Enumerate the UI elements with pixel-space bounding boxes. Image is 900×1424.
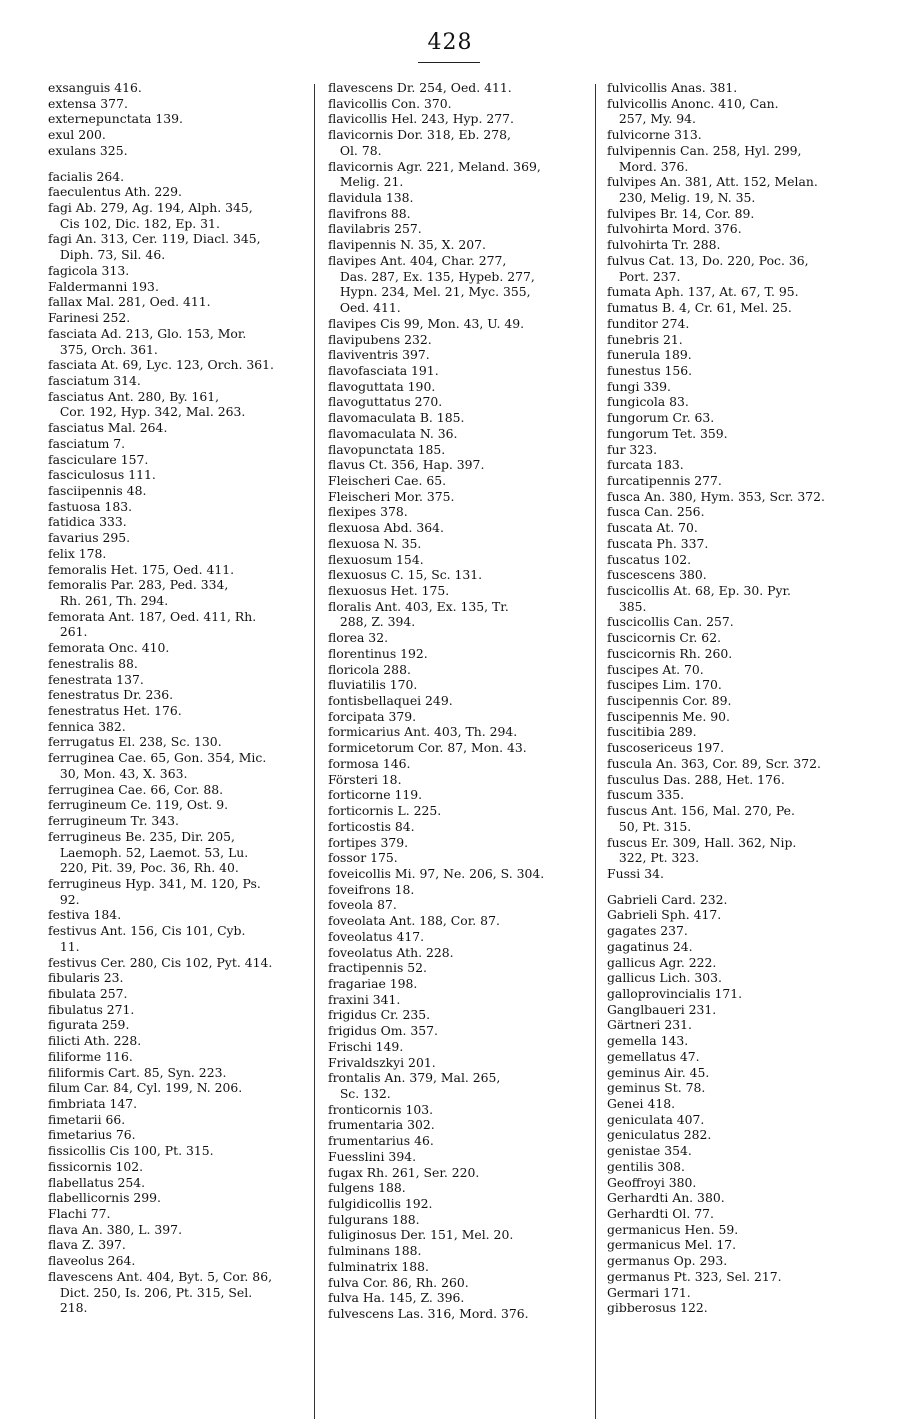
index-entry: funestus 156. — [607, 362, 693, 378]
index-entry: 288, Z. 394. — [328, 614, 416, 630]
index-entry: fusculus Das. 288, Het. 176. — [607, 771, 785, 787]
index-entry: Gerhardti Ol. 77. — [607, 1206, 714, 1222]
index-entry: fuliginosus Der. 151, Mel. 20. — [328, 1227, 514, 1243]
index-entry: flavofasciata 191. — [328, 362, 439, 378]
index-entry: flavicornis Dor. 318, Eb. 278, — [328, 127, 511, 143]
index-entry: funebris 21. — [607, 331, 683, 347]
index-entry: flaviventris 397. — [328, 347, 430, 363]
index-entry: fulvescens Las. 316, Mord. 376. — [328, 1306, 529, 1322]
index-entry: fuscitibia 289. — [607, 724, 697, 740]
index-entry: 220, Pit. 39, Poc. 36, Rh. 40. — [48, 860, 239, 876]
index-entry: facialis 264. — [48, 168, 125, 184]
index-entry: flavoguttata 190. — [328, 378, 436, 394]
index-entry: flexipes 378. — [328, 504, 408, 520]
index-entry: Gerhardti An. 380. — [607, 1190, 725, 1206]
index-entry: Faldermanni 193. — [48, 278, 159, 294]
index-entry: Hypn. 234, Mel. 21, Myc. 355, — [328, 284, 531, 300]
index-entry: fungorum Tet. 359. — [607, 425, 728, 441]
index-entry: florentinus 192. — [328, 645, 428, 661]
index-entry: Fussi 34. — [607, 865, 664, 881]
index-entry: flava Z. 397. — [48, 1237, 126, 1253]
index-entry: flavipubens 232. — [328, 331, 432, 347]
index-entry: fuscula An. 363, Cor. 89, Scr. 372. — [607, 755, 821, 771]
index-entry: flavipes Ant. 404, Char. 277, — [328, 252, 507, 268]
index-entry: fulgens 188. — [328, 1180, 406, 1196]
index-entry: Frischi 149. — [328, 1038, 404, 1054]
index-entry: 50, Pt. 315. — [607, 818, 692, 834]
index-entry: formosa 146. — [328, 755, 411, 771]
index-entry: fulvipennis Can. 258, Hyl. 299, — [607, 142, 802, 158]
index-entry: filicti Ath. 228. — [48, 1033, 142, 1049]
index-entry: fumatus B. 4, Cr. 61, Mel. 25. — [607, 300, 792, 316]
index-entry: fatidica 333. — [48, 514, 127, 530]
index-entry: flavipes Cis 99, Mon. 43, U. 49. — [328, 315, 525, 331]
index-entry: fenestralis 88. — [48, 655, 138, 671]
index-entry: flavomaculata N. 36. — [328, 425, 458, 441]
index-entry: fungicola 83. — [607, 394, 689, 410]
index-entry: fractipennis 52. — [328, 960, 427, 976]
index-entry: fuscus Ant. 156, Mal. 270, Pe. — [607, 803, 795, 819]
index-entry: fuscum 335. — [607, 787, 685, 803]
index-entry: 92. — [48, 891, 80, 907]
column-divider-2 — [595, 84, 596, 1419]
index-entry: Gabrieli Sph. 417. — [607, 907, 722, 923]
index-entry: fulva Ha. 145, Z. 396. — [328, 1290, 465, 1306]
index-entry: Försteri 18. — [328, 771, 402, 787]
index-entry: germanus Op. 293. — [607, 1253, 728, 1269]
index-entry: fulvus Cat. 13, Do. 220, Poc. 36, — [607, 252, 809, 268]
index-entry: foveifrons 18. — [328, 881, 415, 897]
index-entry: furcatipennis 277. — [607, 472, 722, 488]
index-entry: geniculata 407. — [607, 1111, 705, 1127]
index-entry: germanicus Mel. 17. — [607, 1237, 737, 1253]
index-entry: fuscus Er. 309, Hall. 362, Nip. — [607, 834, 797, 850]
index-entry: fluviatilis 170. — [328, 677, 418, 693]
index-entry: flexuosa N. 35. — [328, 535, 422, 551]
index-entry: fulminatrix 188. — [328, 1258, 429, 1274]
index-entry: fuscata At. 70. — [607, 520, 698, 536]
index-entry: Gabrieli Card. 232. — [607, 891, 728, 907]
index-entry: fungi 339. — [607, 378, 671, 394]
index-entry: fastuosa 183. — [48, 498, 133, 514]
index-entry: funerula 189. — [607, 347, 692, 363]
index-entry: fulvicollis Anonc. 410, Can. — [607, 95, 779, 111]
index-entry: flexuosa Abd. 364. — [328, 520, 444, 536]
index-entry: ferrugineus Hyp. 341, M. 120, Ps. — [48, 875, 261, 891]
index-entry: fenestrata 137. — [48, 671, 144, 687]
index-entry: gemellatus 47. — [607, 1048, 700, 1064]
index-entry: ferrugineus Be. 235, Dir. 205, — [48, 828, 235, 844]
index-entry: flavescens Ant. 404, Byt. 5, Cor. 86, — [48, 1268, 273, 1284]
index-entry: femoralis Par. 283, Ped. 334, — [48, 577, 229, 593]
index-entry: fusca An. 380, Hym. 353, Scr. 372. — [607, 488, 825, 504]
index-entry: fortipes 379. — [328, 834, 409, 850]
index-entry: 375, Orch. 361. — [48, 341, 158, 357]
index-entry: Port. 237. — [607, 268, 681, 284]
index-entry: 11. — [48, 938, 80, 954]
index-entry: fallax Mal. 281, Oed. 411. — [48, 294, 211, 310]
index-entry: fibulatus 271. — [48, 1001, 135, 1017]
index-entry: fuscipes Lim. 170. — [607, 677, 722, 693]
index-entry: Gärtneri 231. — [607, 1017, 692, 1033]
section-gap — [48, 159, 300, 169]
index-entry: frumentarius 46. — [328, 1133, 434, 1149]
index-entry: favarius 295. — [48, 530, 131, 546]
index-entry: flexuosus Het. 175. — [328, 583, 450, 598]
index-entry: fagi An. 313, Cer. 119, Diacl. 345, — [48, 231, 261, 247]
index-entry: flavomaculata B. 185. — [328, 410, 465, 426]
index-entry: fulvohirta Tr. 288. — [607, 237, 721, 253]
index-column-3 — [607, 80, 869, 1420]
index-entry: galloprovincialis 171. — [607, 985, 743, 1001]
index-entry: femorata Ant. 187, Oed. 411, Rh. — [48, 608, 257, 624]
index-entry: fragariae 198. — [328, 975, 418, 991]
index-entry: ferrugatus El. 238, Sc. 130. — [48, 734, 222, 750]
index-entry: fugax Rh. 261, Ser. 220. — [328, 1164, 480, 1180]
index-entry: felix 178. — [48, 545, 107, 561]
index-entry: fasciatus Mal. 264. — [48, 420, 168, 436]
index-entry: furcata 183. — [607, 457, 684, 473]
index-entry: fulvipes An. 381, Att. 152, Melan. — [607, 174, 818, 190]
index-entry: Melig. 21. — [328, 174, 404, 190]
index-entry: gagates 237. — [607, 923, 688, 939]
index-entry: fuscipennis Cor. 89. — [607, 693, 732, 709]
index-entry: ferrugineum Ce. 119, Ost. 9. — [48, 797, 229, 813]
index-entry: exsanguis 416. — [48, 80, 142, 95]
index-entry: ferruginea Cae. 66, Cor. 88. — [48, 781, 224, 797]
index-entry: flavoguttatus 270. — [328, 394, 443, 410]
index-entry: Sc. 132. — [328, 1086, 391, 1101]
index-entry: festiva 184. — [48, 907, 122, 923]
index-entry: frigidus Cr. 235. — [328, 1007, 431, 1023]
index-entry: Dict. 250, Is. 206, Pt. 315, Sel. — [48, 1284, 253, 1300]
index-entry: flavipennis N. 35, X. 207. — [328, 237, 486, 253]
index-entry: flavus Ct. 356, Hap. 397. — [328, 457, 485, 473]
index-entry: germanus Pt. 323, Sel. 217. — [607, 1268, 782, 1284]
index-entry: genistae 354. — [607, 1143, 692, 1159]
index-entry: flavicollis Hel. 243, Hyp. 277. — [328, 111, 514, 127]
index-entry: fuscipennis Me. 90. — [607, 708, 730, 724]
index-entry: fissicornis 102. — [48, 1158, 144, 1174]
index-entry: exulans 325. — [48, 142, 128, 158]
index-entry: floricola 288. — [328, 661, 411, 677]
index-entry: fulva Cor. 86, Rh. 260. — [328, 1274, 469, 1290]
index-entry: fuscicollis At. 68, Ep. 30. Pyr. — [607, 583, 791, 598]
column-divider-1 — [314, 84, 315, 1419]
index-entry: festivus Cer. 280, Cis 102, Pyt. 414. — [48, 954, 273, 970]
index-entry: forticorne 119. — [328, 787, 423, 803]
index-entry: Laemoph. 52, Laemot. 53, Lu. — [48, 844, 249, 860]
index-entry: flabellicornis 299. — [48, 1190, 161, 1206]
index-entry: externepunctata 139. — [48, 111, 183, 127]
index-entry: Frivaldszkyi 201. — [328, 1054, 436, 1070]
index-entry: fasciata At. 69, Lyc. 123, Orch. 361. — [48, 357, 274, 373]
index-entry: formicarius Ant. 403, Th. 294. — [328, 724, 518, 740]
index-entry: fibulata 257. — [48, 985, 128, 1001]
index-entry: exul 200. — [48, 127, 106, 143]
index-entry: flavicollis Con. 370. — [328, 95, 452, 111]
index-entry: gallicus Agr. 222. — [607, 954, 717, 970]
section-gap — [607, 882, 869, 892]
index-entry: 322, Pt. 323. — [607, 850, 700, 866]
index-entry: funditor 274. — [607, 315, 690, 331]
index-entry: fasciculosus 111. — [48, 467, 156, 483]
index-entry: fasciatus Ant. 280, By. 161, — [48, 388, 220, 404]
index-entry: fasciculare 157. — [48, 451, 149, 467]
index-entry: Oed. 411. — [328, 300, 401, 316]
index-entry: fuscatus 102. — [607, 551, 692, 567]
index-entry: fumata Aph. 137, At. 67, T. 95. — [607, 284, 799, 300]
index-entry: fuscicornis Rh. 260. — [607, 645, 733, 661]
index-entry: gemella 143. — [607, 1033, 689, 1049]
index-entry: Ol. 78. — [328, 142, 382, 158]
index-entry: fulgidicollis 192. — [328, 1196, 433, 1212]
index-entry: fuscipes At. 70. — [607, 661, 704, 677]
index-entry: Geoffroyi 380. — [607, 1174, 697, 1190]
index-entry: forticostis 84. — [328, 818, 415, 834]
index-entry: fenestratus Dr. 236. — [48, 687, 174, 703]
index-entry: formicetorum Cor. 87, Mon. 43. — [328, 740, 527, 756]
index-entry: flexuosum 154. — [328, 551, 424, 567]
index-entry: frumentaria 302. — [328, 1117, 435, 1133]
index-entry: filiformis Cart. 85, Syn. 223. — [48, 1064, 227, 1080]
index-entry: 230, Melig. 19, N. 35. — [607, 190, 756, 206]
index-entry: ferrugineum Tr. 343. — [48, 813, 179, 829]
index-entry: femorata Onc. 410. — [48, 640, 170, 656]
index-entry: fibularis 23. — [48, 970, 124, 986]
index-entry: geminus Air. 45. — [607, 1064, 710, 1080]
index-entry: fulgurans 188. — [328, 1211, 420, 1227]
index-entry: 261. — [48, 624, 88, 640]
index-entry: 257, My. 94. — [607, 111, 696, 127]
index-entry: foveolata Ant. 188, Cor. 87. — [328, 913, 500, 929]
index-entry: fuscicollis Can. 257. — [607, 614, 734, 630]
index-entry: fasciipennis 48. — [48, 482, 147, 498]
index-entry: Diph. 73, Sil. 46. — [48, 247, 166, 263]
index-entry: fagi Ab. 279, Ag. 194, Alph. 345, — [48, 200, 253, 216]
index-entry: fasciatum 7. — [48, 435, 126, 451]
index-entry: 30, Mon. 43, X. 363. — [48, 765, 188, 781]
index-entry: 385. — [607, 598, 647, 614]
index-entry: fuscata Ph. 337. — [607, 535, 709, 551]
index-entry: fur 323. — [607, 441, 658, 457]
index-entry: fennica 382. — [48, 718, 126, 734]
index-entry: flabellatus 254. — [48, 1174, 146, 1190]
index-entry: gibberosus 122. — [607, 1300, 708, 1316]
index-entry: fossor 175. — [328, 850, 398, 866]
index-entry: gentilis 308. — [607, 1158, 685, 1174]
index-entry: fulvohirta Mord. 376. — [607, 221, 742, 237]
index-entry: Farinesi 252. — [48, 310, 131, 326]
index-entry: forticornis L. 225. — [328, 803, 442, 819]
index-entry: flexuosus C. 15, Sc. 131. — [328, 567, 483, 583]
index-entry: Fleischeri Mor. 375. — [328, 488, 455, 504]
index-entry: Das. 287, Ex. 135, Hypeb. 277, — [328, 268, 535, 284]
index-entry: figurata 259. — [48, 1017, 130, 1033]
index-entry: Cis 102, Dic. 182, Ep. 31. — [48, 215, 220, 231]
index-entry: fuscosericeus 197. — [607, 740, 725, 756]
index-entry: foveicollis Mi. 97, Ne. 206, S. 304. — [328, 865, 545, 881]
index-entry: fraxini 341. — [328, 991, 401, 1007]
index-entry: geniculatus 282. — [607, 1127, 712, 1143]
header-rule — [418, 62, 480, 63]
index-entry: foveolatus Ath. 228. — [328, 944, 454, 960]
index-entry: foveola 87. — [328, 897, 397, 913]
index-entry: gagatinus 24. — [607, 938, 693, 954]
index-entry: florea 32. — [328, 630, 389, 646]
index-entry: fungorum Cr. 63. — [607, 410, 715, 426]
index-entry: extensa 377. — [48, 95, 128, 111]
index-entry: fimbriata 147. — [48, 1096, 138, 1111]
index-entry: 218. — [48, 1300, 88, 1316]
index-entry: flaveolus 264. — [48, 1253, 136, 1269]
index-entry: festivus Ant. 156, Cis 101, Cyb. — [48, 923, 246, 939]
index-entry: foveolatus 417. — [328, 928, 425, 944]
index-entry: faeculentus Ath. 229. — [48, 184, 182, 200]
index-entry: forcipata 379. — [328, 708, 417, 724]
index-entry: femoralis Het. 175, Oed. 411. — [48, 561, 235, 577]
index-entry: fuscescens 380. — [607, 567, 707, 583]
index-entry: fasciatum 314. — [48, 372, 141, 388]
index-entry: Ganglbaueri 231. — [607, 1001, 717, 1017]
index-entry: fissicollis Cis 100, Pt. 315. — [48, 1143, 214, 1159]
index-entry: Mord. 376. — [607, 158, 689, 174]
index-entry: flava An. 380, L. 397. — [48, 1221, 183, 1237]
index-entry: fenestratus Het. 176. — [48, 703, 182, 719]
index-entry: flavifrons 88. — [328, 205, 411, 221]
index-entry: Germari 171. — [607, 1284, 691, 1300]
index-column-1 — [48, 80, 300, 1420]
index-entry: frigidus Om. 357. — [328, 1023, 438, 1039]
index-entry: fagicola 313. — [48, 262, 130, 278]
index-entry: Fuesslini 394. — [328, 1148, 417, 1164]
index-entry: Fleischeri Cae. 65. — [328, 472, 447, 488]
index-entry: fontisbellaquei 249. — [328, 693, 453, 709]
page-number: 428 — [427, 30, 473, 55]
index-entry: Rh. 261, Th. 294. — [48, 593, 169, 608]
index-entry: germanicus Hen. 59. — [607, 1221, 739, 1237]
index-entry: gallicus Lich. 303. — [607, 970, 723, 986]
index-entry: fimetarii 66. — [48, 1111, 126, 1127]
index-entry: Genei 418. — [607, 1096, 676, 1111]
index-entry: flavidula 138. — [328, 190, 414, 206]
index-entry: geminus St. 78. — [607, 1080, 706, 1096]
index-entry: flavicornis Agr. 221, Meland. 369, — [328, 158, 541, 174]
index-entry: fulminans 188. — [328, 1243, 422, 1259]
index-entry: fuscicornis Cr. 62. — [607, 630, 722, 646]
index-entry: fulvicollis Anas. 381. — [607, 80, 738, 95]
index-entry: fulvipes Br. 14, Cor. 89. — [607, 205, 755, 221]
index-entry: fronticornis 103. — [328, 1101, 434, 1117]
index-entry: fimetarius 76. — [48, 1127, 136, 1143]
index-entry: ferruginea Cae. 65, Gon. 354, Mic. — [48, 750, 267, 766]
index-entry: flavilabris 257. — [328, 221, 422, 237]
index-entry: fasciata Ad. 213, Glo. 153, Mor. — [48, 325, 247, 341]
index-entry: floralis Ant. 403, Ex. 135, Tr. — [328, 598, 509, 614]
index-entry: flavescens Dr. 254, Oed. 411. — [328, 80, 512, 95]
index-entry: Cor. 192, Hyp. 342, Mal. 263. — [48, 404, 246, 420]
index-entry: fusca Can. 256. — [607, 504, 705, 520]
index-entry: filum Car. 84, Cyl. 199, N. 206. — [48, 1080, 243, 1096]
index-entry: frontalis An. 379, Mal. 265, — [328, 1070, 501, 1086]
index-entry: fulvicorne 313. — [607, 127, 702, 143]
index-entry: filiforme 116. — [48, 1048, 133, 1064]
index-entry: flavopunctata 185. — [328, 441, 446, 457]
index-entry: Flachi 77. — [48, 1206, 111, 1222]
index-column-2 — [328, 80, 592, 1420]
